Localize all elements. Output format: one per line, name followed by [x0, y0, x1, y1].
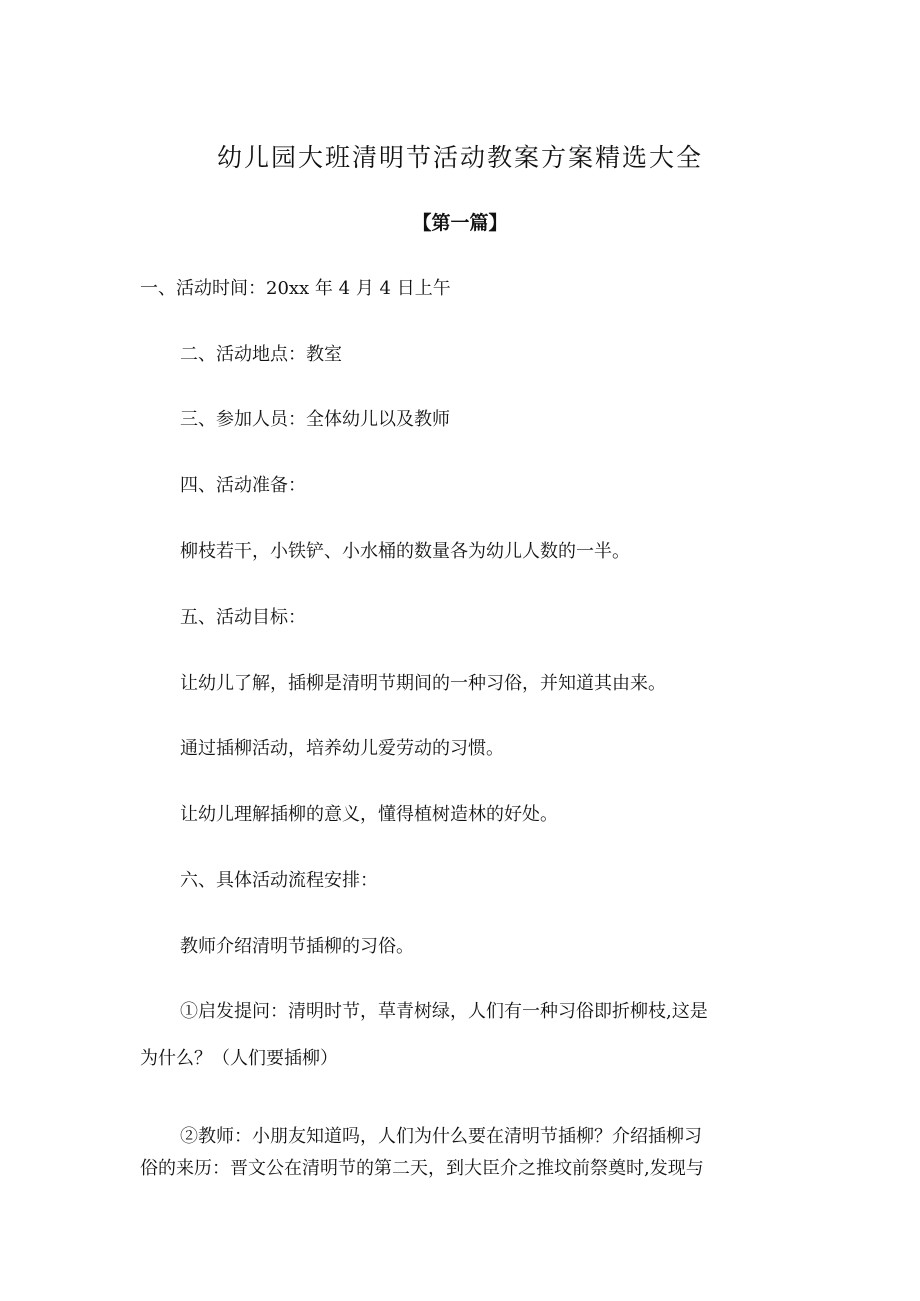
- paragraph-goals-heading: 五、活动目标：: [180, 607, 306, 628]
- paragraph-teacher-line-1: ②教师：小朋友知道吗，人们为什么要在清明节插柳？介绍插柳习: [180, 1126, 702, 1147]
- paragraph-goal-2: 通过插柳活动，培养幼儿爱劳动的习惯。: [180, 738, 504, 759]
- document-title: 幼儿园大班清明节活动教案方案精选大全: [216, 143, 703, 172]
- paragraph-activity-location: 二、活动地点：教室: [180, 344, 342, 365]
- paragraph-activity-time: 一、活动时间：20xx 年 4 月 4 日上午: [140, 278, 451, 299]
- paragraph-goal-1: 让幼儿了解，插柳是清明节期间的一种习俗，并知道其由来。: [180, 673, 666, 694]
- paragraph-goal-3: 让幼儿理解插柳的意义，懂得植树造林的好处。: [180, 804, 558, 825]
- paragraph-teacher-line-2: 俗的来历：晋文公在清明节的第二天，到大臣介之推坟前祭奠时,发现与: [140, 1158, 704, 1179]
- paragraph-teacher-intro: 教师介绍清明节插柳的习俗。: [180, 936, 414, 957]
- paragraph-preparation-detail: 柳枝若干，小铁铲、小水桶的数量各为幼儿人数的一半。: [180, 541, 630, 562]
- paragraph-question-line-2: 为什么？（人们要插柳）: [140, 1048, 338, 1069]
- paragraph-process-heading: 六、具体活动流程安排：: [180, 870, 378, 891]
- paragraph-preparation-heading: 四、活动准备：: [180, 475, 306, 496]
- paragraph-participants: 三、参加人员：全体幼儿以及教师: [180, 409, 450, 430]
- paragraph-question-line-1: ①启发提问：清明时节，草青树绿，人们有一种习俗即折柳枝,这是: [180, 1001, 708, 1022]
- section-heading: 【第一篇】: [412, 212, 508, 234]
